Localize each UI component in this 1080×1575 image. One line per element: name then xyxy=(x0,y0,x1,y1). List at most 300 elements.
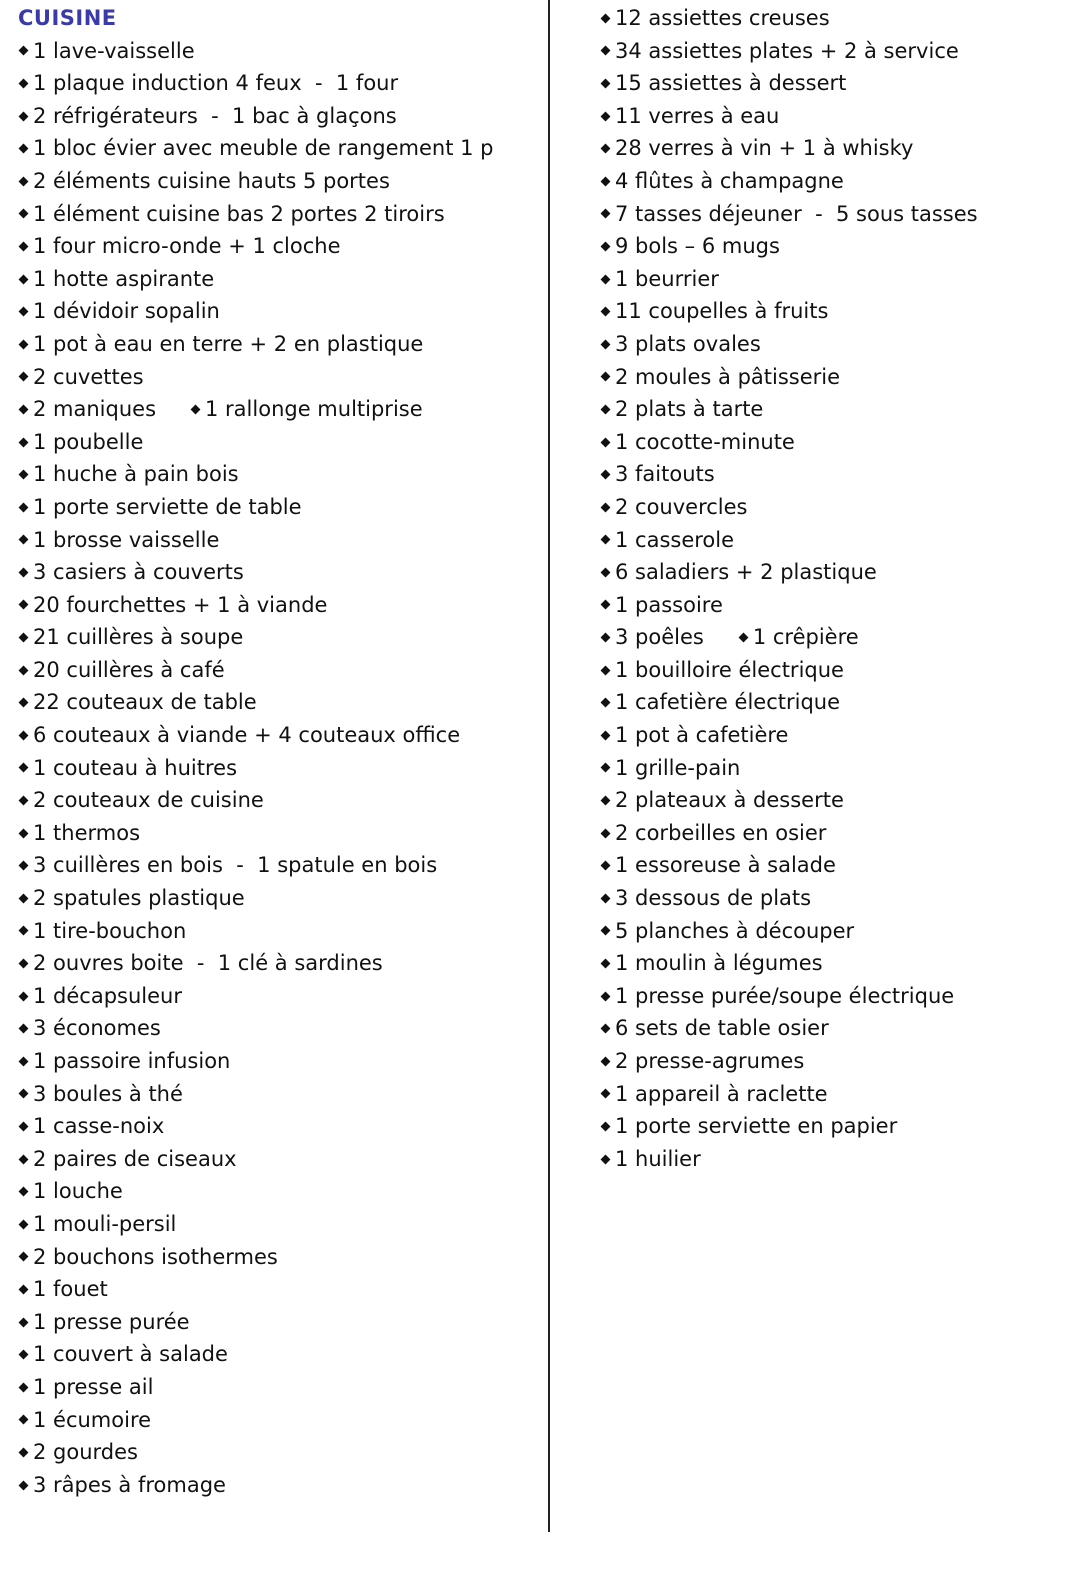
list-item xyxy=(600,361,1070,394)
diamond-bullet-icon xyxy=(19,665,29,675)
list-entry xyxy=(18,1273,108,1306)
diamond-bullet-icon xyxy=(19,242,29,252)
list-entry xyxy=(18,1469,226,1502)
list-entry xyxy=(18,947,383,980)
diamond-bullet-icon xyxy=(601,1154,611,1164)
item-label: 2 bouchons isothermes xyxy=(33,1244,278,1269)
item-label: 2 presse-agrumes xyxy=(615,1049,805,1073)
list-item xyxy=(18,980,538,1013)
list-item xyxy=(18,1175,538,1208)
list-item xyxy=(600,784,1070,817)
item-label: 3 économes xyxy=(33,1016,161,1041)
item-label: 1 four micro-onde + 1 cloche xyxy=(33,234,341,259)
diamond-bullet-icon xyxy=(601,1056,611,1066)
item-label: 28 verres à vin + 1 à whisky xyxy=(615,136,914,161)
diamond-bullet-icon xyxy=(19,600,29,610)
list-entry xyxy=(18,1241,278,1274)
list-entry xyxy=(18,621,243,654)
list-item xyxy=(18,1469,538,1502)
diamond-bullet-icon xyxy=(19,46,29,56)
item-label: 2 plateaux à desserte xyxy=(615,788,844,813)
item-label: 1 pot à cafetière xyxy=(615,723,789,748)
item-label: 2 gourdes xyxy=(33,1440,138,1465)
diamond-bullet-icon xyxy=(19,1382,29,1392)
diamond-bullet-icon xyxy=(601,828,611,838)
list-item xyxy=(600,947,1070,980)
diamond-bullet-icon xyxy=(601,144,611,154)
diamond-bullet-icon xyxy=(19,828,29,838)
list-item xyxy=(600,67,1070,100)
list-item xyxy=(600,1143,1070,1176)
list-item xyxy=(18,165,538,198)
list-item xyxy=(600,621,1070,654)
list-item xyxy=(600,849,1070,882)
list-item xyxy=(600,654,1070,687)
item-label: 1 casserole xyxy=(615,527,735,552)
list-entry xyxy=(600,947,823,980)
list-item xyxy=(600,1110,1070,1143)
list-entry xyxy=(18,100,397,133)
diamond-bullet-icon xyxy=(601,111,611,121)
list-entry xyxy=(18,295,220,328)
list-entry xyxy=(18,35,195,68)
list-item xyxy=(18,393,538,426)
list-entry xyxy=(600,686,840,719)
list-item xyxy=(600,328,1070,361)
list-item xyxy=(600,230,1070,263)
list-item xyxy=(600,817,1070,850)
item-label: 1 décapsuleur xyxy=(33,983,182,1008)
list-item xyxy=(18,719,538,752)
diamond-bullet-icon xyxy=(19,1415,29,1425)
list-item xyxy=(600,393,1070,426)
diamond-bullet-icon xyxy=(19,1154,29,1164)
list-item xyxy=(18,458,538,491)
left-column xyxy=(18,2,538,1501)
list-entry xyxy=(600,589,723,622)
list-item xyxy=(18,361,538,394)
diamond-bullet-icon xyxy=(19,1252,29,1262)
diamond-bullet-icon xyxy=(19,1350,29,1360)
item-label: 1 pot à eau en terre + 2 en plastique xyxy=(33,331,424,356)
list-entry xyxy=(600,1078,828,1111)
diamond-bullet-icon xyxy=(601,404,611,414)
list-entry xyxy=(600,67,846,100)
list-entry xyxy=(18,426,143,459)
item-label: 1 cocotte-minute xyxy=(615,429,795,454)
item-label: 1 brosse vaisselle xyxy=(33,527,220,552)
list-item xyxy=(18,589,538,622)
list-item xyxy=(18,328,538,361)
list-entry xyxy=(600,980,954,1013)
item-label: 2 couvercles xyxy=(615,494,748,519)
list-item xyxy=(18,1338,538,1371)
diamond-bullet-icon xyxy=(601,600,611,610)
list-item xyxy=(18,1436,538,1469)
item-label: 3 faitouts xyxy=(615,462,715,487)
list-entry xyxy=(600,524,734,557)
diamond-bullet-icon xyxy=(19,1447,29,1457)
item-label: 6 couteaux à viande + 4 couteaux office xyxy=(33,723,461,748)
item-label: 1 thermos xyxy=(33,820,141,845)
list-item xyxy=(600,263,1070,296)
list-item xyxy=(600,589,1070,622)
item-label: 1 tire-bouchon xyxy=(33,918,187,943)
list-entry xyxy=(18,1045,230,1078)
column-divider xyxy=(548,0,550,1532)
list-entry xyxy=(18,361,144,394)
item-label: 1 essoreuse à salade xyxy=(615,853,836,878)
item-label: 3 poêles xyxy=(615,625,704,650)
diamond-bullet-icon xyxy=(601,665,611,675)
item-label: 1 dévidoir sopalin xyxy=(33,299,220,324)
diamond-bullet-icon xyxy=(19,209,29,219)
item-label: 1 huche à pain bois xyxy=(33,462,239,487)
list-item xyxy=(600,2,1070,35)
diamond-bullet-icon xyxy=(19,1056,29,1066)
diamond-bullet-icon xyxy=(601,796,611,806)
diamond-bullet-icon xyxy=(19,763,29,773)
item-label: 1 rallonge multiprise xyxy=(205,397,423,422)
diamond-bullet-icon xyxy=(601,274,611,284)
list-entry xyxy=(600,752,740,785)
item-label: 1 grille-pain xyxy=(615,755,741,780)
diamond-bullet-icon xyxy=(19,1089,29,1099)
list-item xyxy=(18,198,538,231)
diamond-bullet-icon xyxy=(19,339,29,349)
diamond-bullet-icon xyxy=(19,1122,29,1132)
section-title: CUISINE xyxy=(18,6,117,30)
list-entry xyxy=(600,132,913,165)
item-label: 1 presse purée xyxy=(33,1309,190,1334)
item-label: 1 huilier xyxy=(615,1146,701,1171)
item-label: 1 hotte aspirante xyxy=(33,266,215,291)
list-item xyxy=(600,198,1070,231)
item-label: 3 plats ovales xyxy=(615,331,761,356)
diamond-bullet-icon xyxy=(19,698,29,708)
list-item xyxy=(600,100,1070,133)
list-item xyxy=(18,784,538,817)
list-entry xyxy=(600,263,719,296)
list-item xyxy=(600,915,1070,948)
diamond-bullet-icon xyxy=(601,242,611,252)
diamond-bullet-icon xyxy=(738,633,748,643)
list-entry xyxy=(18,882,245,915)
diamond-bullet-icon xyxy=(601,339,611,349)
diamond-bullet-icon xyxy=(601,730,611,740)
diamond-bullet-icon xyxy=(19,567,29,577)
list-item xyxy=(18,686,538,719)
item-label: 9 bols – 6 mugs xyxy=(615,234,780,259)
item-label: 20 fourchettes + 1 à viande xyxy=(33,592,328,617)
diamond-bullet-icon xyxy=(601,633,611,643)
diamond-bullet-icon xyxy=(19,502,29,512)
diamond-bullet-icon xyxy=(601,763,611,773)
diamond-bullet-icon xyxy=(601,926,611,936)
list-entry xyxy=(18,1306,190,1339)
list-entry xyxy=(190,393,423,426)
list-entry xyxy=(600,849,836,882)
diamond-bullet-icon xyxy=(19,861,29,871)
item-label: 1 couvert à salade xyxy=(33,1342,228,1367)
item-label: 1 fouet xyxy=(33,1277,108,1302)
item-label: 2 maniques xyxy=(33,397,157,422)
item-label: 2 plats à tarte xyxy=(615,397,764,422)
list-entry xyxy=(600,393,763,426)
list-entry xyxy=(18,654,225,687)
diamond-bullet-icon xyxy=(601,959,611,969)
item-label: 1 beurrier xyxy=(615,266,719,291)
list-item xyxy=(18,1143,538,1176)
list-entry xyxy=(738,621,859,654)
item-label: 1 couteau à huitres xyxy=(33,755,238,780)
diamond-bullet-icon xyxy=(601,79,611,89)
list-item xyxy=(18,752,538,785)
item-label: 3 casiers à couverts xyxy=(33,560,244,585)
item-label: 1 lave-vaisselle xyxy=(33,38,195,63)
list-item xyxy=(600,719,1070,752)
item-label: 2 cuvettes xyxy=(33,364,144,389)
item-label: 2 ouvres boite - 1 clé à sardines xyxy=(33,951,383,976)
list-entry xyxy=(600,165,844,198)
item-label: 2 paires de ciseaux xyxy=(33,1146,237,1171)
diamond-bullet-icon xyxy=(601,372,611,382)
list-item xyxy=(600,752,1070,785)
list-item xyxy=(600,882,1070,915)
list-entry xyxy=(18,132,494,165)
list-entry xyxy=(18,752,237,785)
list-item xyxy=(18,947,538,980)
list-entry xyxy=(600,1143,701,1176)
list-item xyxy=(600,1012,1070,1045)
left-item-list xyxy=(18,35,538,1502)
item-label: 2 réfrigérateurs - 1 bac à glaçons xyxy=(33,103,397,128)
item-label: 1 moulin à légumes xyxy=(615,951,823,976)
list-item xyxy=(18,915,538,948)
list-item xyxy=(18,491,538,524)
right-column xyxy=(600,2,1070,1175)
item-label: 1 mouli-persil xyxy=(33,1211,177,1236)
list-entry xyxy=(600,458,715,491)
list-item xyxy=(18,1045,538,1078)
list-item xyxy=(600,426,1070,459)
item-label: 1 élément cuisine bas 2 portes 2 tiroirs xyxy=(33,201,445,226)
list-entry xyxy=(600,328,761,361)
item-label: 1 crêpière xyxy=(752,625,859,650)
item-label: 2 moules à pâtisserie xyxy=(615,364,841,389)
diamond-bullet-icon xyxy=(19,1317,29,1327)
diamond-bullet-icon xyxy=(19,926,29,936)
list-entry xyxy=(18,165,390,198)
list-entry xyxy=(600,1045,804,1078)
list-item xyxy=(600,1045,1070,1078)
list-entry xyxy=(600,719,788,752)
list-entry xyxy=(18,491,302,524)
list-entry xyxy=(18,915,186,948)
item-label: 3 boules à thé xyxy=(33,1081,183,1106)
item-label: 3 cuillères en bois - 1 spatule en bois xyxy=(33,853,438,878)
item-label: 11 verres à eau xyxy=(615,103,780,128)
list-entry xyxy=(18,849,437,882)
list-entry xyxy=(18,328,423,361)
diamond-bullet-icon xyxy=(19,633,29,643)
list-item xyxy=(600,132,1070,165)
diamond-bullet-icon xyxy=(601,1122,611,1132)
diamond-bullet-icon xyxy=(601,1024,611,1034)
list-entry xyxy=(600,556,877,589)
list-item xyxy=(18,263,538,296)
diamond-bullet-icon xyxy=(191,404,201,414)
list-item xyxy=(18,230,538,263)
item-label: 6 sets de table osier xyxy=(615,1016,829,1041)
list-item xyxy=(600,556,1070,589)
diamond-bullet-icon xyxy=(601,209,611,219)
list-entry xyxy=(18,524,219,557)
list-entry xyxy=(18,1404,151,1437)
list-item xyxy=(18,1241,538,1274)
list-item xyxy=(18,35,538,68)
list-item xyxy=(18,849,538,882)
list-item xyxy=(18,100,538,133)
diamond-bullet-icon xyxy=(601,698,611,708)
item-label: 1 louche xyxy=(33,1179,123,1204)
diamond-bullet-icon xyxy=(19,730,29,740)
list-entry xyxy=(600,491,748,524)
list-entry xyxy=(18,263,214,296)
diamond-bullet-icon xyxy=(601,893,611,903)
item-label: 15 assiettes à dessert xyxy=(615,71,847,96)
diamond-bullet-icon xyxy=(19,991,29,1001)
diamond-bullet-icon xyxy=(19,1480,29,1490)
list-item xyxy=(18,817,538,850)
item-label: 11 coupelles à fruits xyxy=(615,299,829,324)
list-entry xyxy=(18,980,182,1013)
item-label: 1 plaque induction 4 feux - 1 four xyxy=(33,71,399,96)
list-entry xyxy=(600,230,780,263)
item-label: 1 passoire xyxy=(615,592,723,617)
list-item xyxy=(600,295,1070,328)
list-item xyxy=(600,686,1070,719)
item-label: 1 porte serviette en papier xyxy=(615,1114,898,1139)
list-item xyxy=(18,1078,538,1111)
diamond-bullet-icon xyxy=(601,861,611,871)
list-item xyxy=(18,1208,538,1241)
diamond-bullet-icon xyxy=(19,1285,29,1295)
diamond-bullet-icon xyxy=(19,437,29,447)
diamond-bullet-icon xyxy=(601,567,611,577)
diamond-bullet-icon xyxy=(19,79,29,89)
diamond-bullet-icon xyxy=(601,13,611,23)
diamond-bullet-icon xyxy=(19,1187,29,1197)
diamond-bullet-icon xyxy=(19,535,29,545)
item-label: 2 éléments cuisine hauts 5 portes xyxy=(33,168,390,193)
item-label: 34 assiettes plates + 2 à service xyxy=(615,38,959,63)
diamond-bullet-icon xyxy=(601,176,611,186)
list-entry xyxy=(18,1371,153,1404)
diamond-bullet-icon xyxy=(19,372,29,382)
list-item xyxy=(18,882,538,915)
list-item xyxy=(18,295,538,328)
list-item xyxy=(18,1404,538,1437)
list-item xyxy=(18,621,538,654)
list-entry xyxy=(600,817,826,850)
item-label: 1 cafetière électrique xyxy=(615,690,841,715)
diamond-bullet-icon xyxy=(19,893,29,903)
item-label: 2 spatules plastique xyxy=(33,886,245,911)
item-label: 1 bloc évier avec meuble de rangement 1 p xyxy=(33,136,494,161)
list-entry xyxy=(18,1110,164,1143)
list-entry xyxy=(600,1110,897,1143)
list-item xyxy=(600,491,1070,524)
item-label: 20 cuillères à café xyxy=(33,657,225,682)
item-label: 3 râpes à fromage xyxy=(33,1472,226,1497)
list-item xyxy=(18,426,538,459)
diamond-bullet-icon xyxy=(601,437,611,447)
list-entry xyxy=(600,1012,829,1045)
list-item xyxy=(600,1078,1070,1111)
list-entry xyxy=(18,1338,228,1371)
diamond-bullet-icon xyxy=(19,111,29,121)
item-label: 12 assiettes creuses xyxy=(615,6,830,30)
list-entry xyxy=(600,784,844,817)
list-item xyxy=(18,556,538,589)
list-entry xyxy=(600,295,828,328)
diamond-bullet-icon xyxy=(19,1024,29,1034)
item-label: 3 dessous de plats xyxy=(615,886,812,911)
item-label: 1 appareil à raclette xyxy=(615,1081,828,1106)
list-entry xyxy=(18,458,239,491)
list-item xyxy=(600,980,1070,1013)
item-label: 4 flûtes à champagne xyxy=(615,168,844,193)
diamond-bullet-icon xyxy=(19,404,29,414)
diamond-bullet-icon xyxy=(601,991,611,1001)
list-item xyxy=(600,458,1070,491)
list-entry xyxy=(600,100,779,133)
list-entry xyxy=(18,393,156,426)
list-entry xyxy=(600,361,840,394)
diamond-bullet-icon xyxy=(601,1089,611,1099)
list-entry xyxy=(600,654,844,687)
list-item xyxy=(18,1012,538,1045)
item-label: 1 presse purée/soupe électrique xyxy=(615,983,955,1008)
item-label: 7 tasses déjeuner - 5 sous tasses xyxy=(615,201,978,226)
item-label: 1 poubelle xyxy=(33,429,144,454)
item-label: 2 couteaux de cuisine xyxy=(33,788,264,813)
diamond-bullet-icon xyxy=(19,796,29,806)
diamond-bullet-icon xyxy=(19,144,29,154)
list-entry xyxy=(600,915,854,948)
right-item-list xyxy=(600,2,1070,1175)
list-entry xyxy=(600,35,959,68)
list-entry xyxy=(18,817,140,850)
list-item xyxy=(18,1371,538,1404)
list-entry xyxy=(18,1012,161,1045)
diamond-bullet-icon xyxy=(601,470,611,480)
diamond-bullet-icon xyxy=(19,176,29,186)
list-entry xyxy=(18,1208,176,1241)
item-label: 1 porte serviette de table xyxy=(33,494,302,519)
item-label: 2 corbeilles en osier xyxy=(615,820,827,845)
list-entry xyxy=(18,686,257,719)
list-entry xyxy=(18,589,327,622)
list-entry xyxy=(18,1143,237,1176)
list-item xyxy=(18,132,538,165)
list-entry xyxy=(600,2,830,35)
list-item xyxy=(600,524,1070,557)
list-item xyxy=(18,524,538,557)
list-entry xyxy=(600,198,978,231)
list-item xyxy=(18,1110,538,1143)
